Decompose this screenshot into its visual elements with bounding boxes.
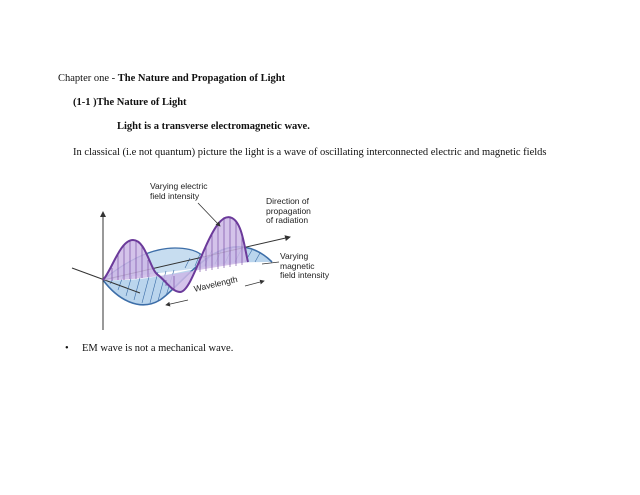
electric-field-label: Varying electric field intensity [150, 181, 208, 201]
wavelength-dimension-left [166, 300, 188, 305]
wavelength-dimension-right [245, 281, 264, 286]
chapter-prefix: Chapter one - [58, 73, 118, 84]
bullet-text: EM wave is not a mechanical wave. [82, 343, 234, 354]
bullet-dot-icon: • [65, 343, 69, 354]
chapter-title: The Nature and Propagation of Light [117, 73, 286, 84]
body-paragraph: In classical (i.e not quantum) picture the light is a wave of oscillating interconnected electric and magnetic fields [73, 147, 547, 158]
wavelength-label: Wavelength [192, 273, 239, 294]
magnetic-field-label: Varying magnetic field intensity [280, 251, 330, 280]
section-heading: (1-1 )The Nature of Light [73, 97, 187, 108]
electric-callout-arrow [198, 203, 220, 226]
magnetic-callout-arrow [262, 262, 279, 264]
bullet-item [65, 343, 233, 354]
key-statement: Light is a transverse electromagnetic wave. [117, 121, 310, 132]
propagation-direction-label: Direction of propagation of radiation [266, 196, 311, 225]
